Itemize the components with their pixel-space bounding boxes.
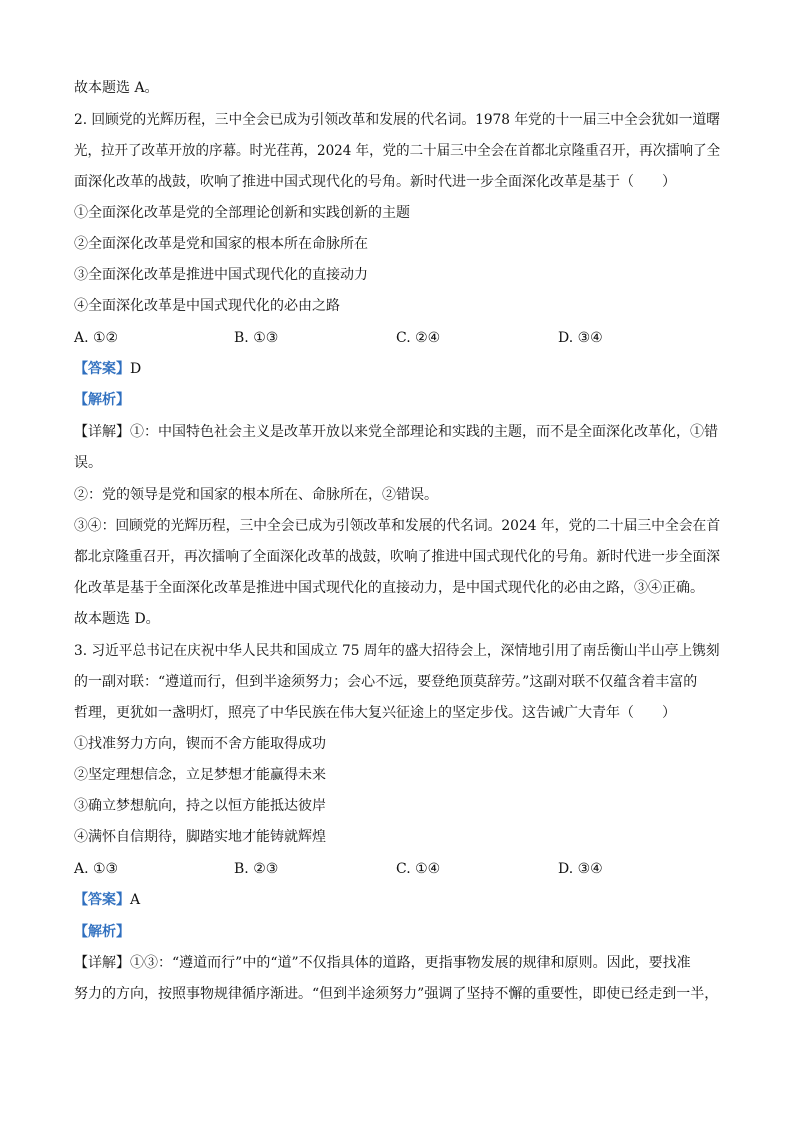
- option-d: D. ③④: [558, 330, 603, 346]
- question-3-stem: 3. 习近平总书记在庆祝中华人民共和国成立 75 周年的盛大招待会上，深情地引用了南岳衡山半山亭上镌刻: [74, 643, 720, 659]
- statement-3: ③全面深化改革是推进中国式现代化的直接动力: [74, 267, 368, 283]
- text-line: 都北京隆重召开，再次擂响了全面深化改革的战鼓，吹响了推进中国式现代化的号角。新时代进一步全面深: [74, 549, 721, 565]
- answer-value: D: [130, 361, 142, 377]
- text-line: 面深化改革的战鼓，吹响了推进中国式现代化的号角。新时代进一步全面深化改革是基于（ ）: [74, 174, 676, 190]
- explanation-line: 【详解】①：中国特色社会主义是改革开放以来党全部理论和实践的主题，而不是全面深化改革化，①错: [74, 424, 718, 440]
- statement-4: ④满怀自信期待，脚踏实地才能铸就辉煌: [74, 829, 326, 845]
- statement-2: ②全面深化改革是党和国家的根本所在命脉所在: [74, 236, 368, 252]
- option-c: C. ②④: [396, 330, 441, 346]
- option-c: C. ①④: [396, 861, 441, 877]
- option-b: B. ①③: [234, 330, 279, 346]
- statement-2: ②坚定理想信念，立足梦想才能赢得未来: [74, 767, 326, 783]
- explanation-line: ③④：回顾党的光辉历程，三中全会已成为引领改革和发展的代名词。2024 年，党的二十届三中全会在首: [74, 518, 721, 534]
- option-b: B. ②③: [234, 861, 279, 877]
- analysis-label: 【解析】: [74, 924, 130, 940]
- text-line: 误。: [74, 455, 102, 471]
- text-line: 哲理，更犹如一盏明灯，照亮了中华民族在伟大复兴征途上的坚定步伐。这告诫广大青年（ ）: [74, 705, 676, 721]
- explanation-line: 【详解】①③：“遵道而行”中的“道”不仅指具体的道路，更指事物发展的规律和原则。因此，要找准: [74, 955, 691, 971]
- statement-1: ①全面深化改革是党的全部理论创新和实践创新的主题: [74, 205, 410, 221]
- option-a: A. ①②: [74, 330, 119, 346]
- text-line: 化改革是基于全面深化改革是推进中国式现代化的直接动力，是中国式现代化的必由之路，③④正确。: [74, 580, 704, 596]
- statement-3: ③确立梦想航向，持之以恒方能抵达彼岸: [74, 798, 326, 814]
- answer-line: [74, 359, 141, 379]
- answer-label: 【答案】: [74, 892, 130, 908]
- statement-1: ①找准努力方向，锲而不舍方能取得成功: [74, 736, 326, 752]
- question-2-stem: 2. 回顾党的光辉历程，三中全会已成为引领改革和发展的代名词。1978 年党的十一届三中全会犹如一道曙: [74, 112, 720, 128]
- statement-4: ④全面深化改革是中国式现代化的必由之路: [74, 298, 340, 314]
- answer-line: [74, 890, 140, 910]
- text-line: 努力的方向，按照事物规律循序渐进。“但到半途须努力”强调了坚持不懈的重要性，即使已经走到一半，: [74, 986, 719, 1002]
- text-line: 的一副对联：“遵道而行，但到半途须努力；会心不远，要登绝顶莫辞劳。”这副对联不仅蕴含着丰富的: [74, 674, 698, 690]
- answer-label: 【答案】: [74, 361, 130, 377]
- text-line: 光，拉开了改革开放的序幕。时光荏苒，2024 年，党的二十届三中全会在首都北京隆重召开，再次擂响了全: [74, 143, 721, 159]
- option-a: A. ①③: [74, 861, 119, 877]
- answer-value: A: [130, 892, 141, 908]
- text-line: 故本题选 D。: [74, 611, 160, 627]
- analysis-label: 【解析】: [74, 392, 130, 408]
- text-line: 故本题选 A。: [74, 80, 159, 96]
- option-d: D. ③④: [558, 861, 603, 877]
- explanation-line: ②：党的领导是党和国家的根本所在、命脉所在，②错误。: [74, 487, 438, 503]
